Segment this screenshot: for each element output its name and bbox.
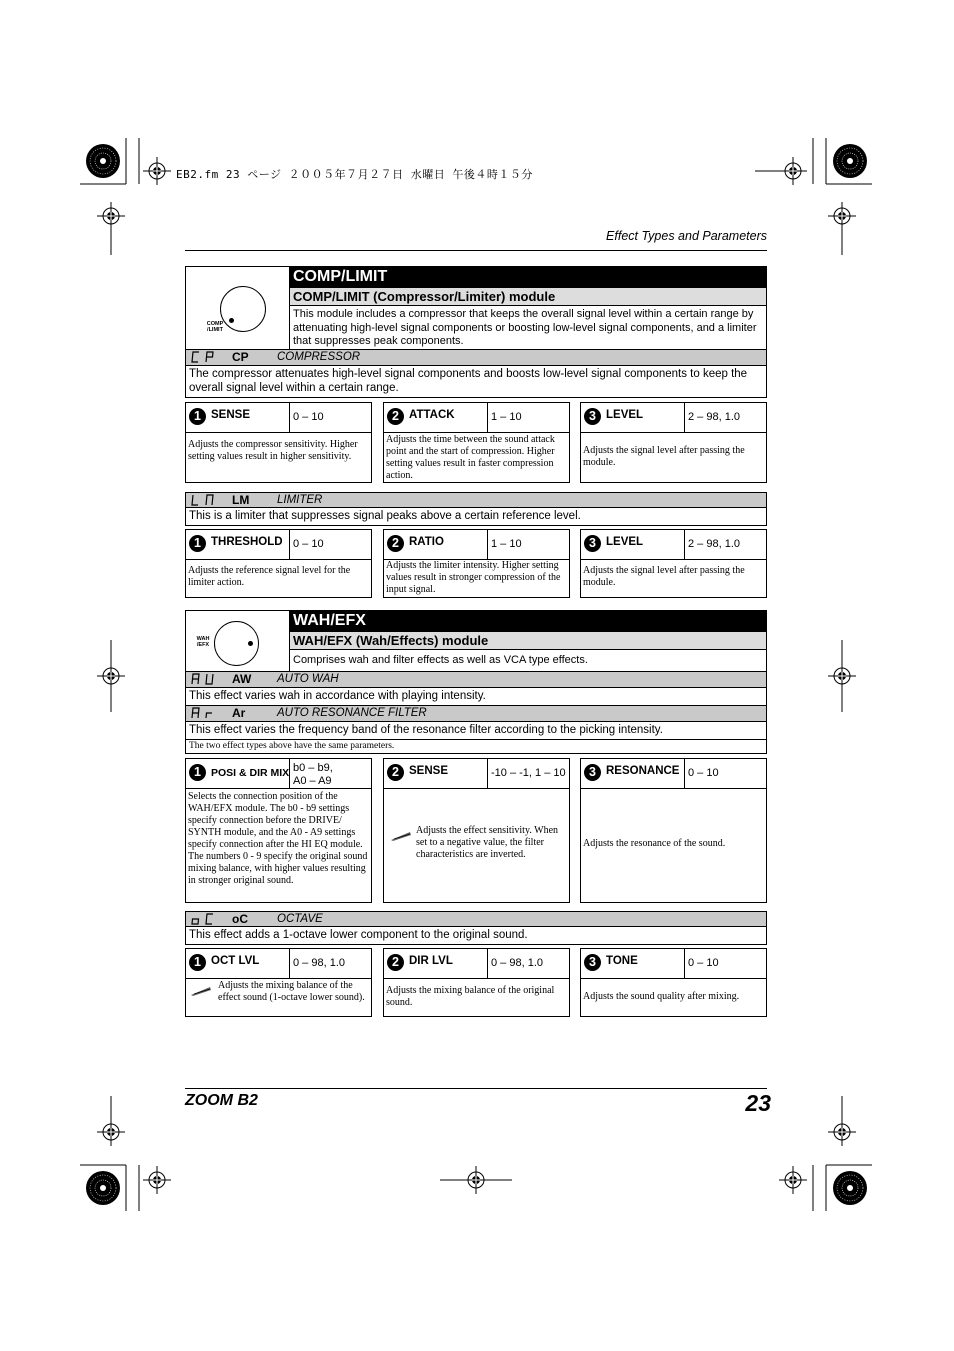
lcd-segment-icon <box>190 707 224 719</box>
effect-name: LIMITER <box>277 494 323 506</box>
param-name: OCT LVL <box>211 955 260 967</box>
module-subtitle: COMP/LIMIT (Compressor/Limiter) module <box>290 287 766 306</box>
param-name: LEVEL <box>606 409 644 421</box>
param-number: 2 <box>387 954 404 971</box>
knob-cell <box>186 267 290 351</box>
knob-label: COMP /LIMIT <box>206 321 224 333</box>
param-description: Adjusts the mixing balance of the original sound. <box>386 985 555 1008</box>
param-name: POSI & DIR MIX <box>211 767 290 779</box>
header-rule <box>185 250 767 251</box>
param-range: 0 – 10 <box>293 538 324 550</box>
comp-limit-section <box>185 266 767 599</box>
module-description: Comprises wah and filter effects as well as VCA type effects. <box>293 654 588 666</box>
effect-code: LM <box>232 493 250 507</box>
effect-code: Ar <box>232 706 246 720</box>
module-description: This module includes a compressor that keeps the overall signal level within a certain range by attenuating high-level signal components or boosting low-level signal components, and a limiter that suppresses peak components. <box>293 308 757 347</box>
param-description: Adjusts the reference signal level for the limiter action. <box>188 565 351 588</box>
param-description: Adjusts the compressor sensitivity. Higher setting values result in higher sensitivity. <box>188 439 358 462</box>
module-subtitle: WAH/EFX (Wah/Effects) module <box>290 631 766 650</box>
module-title: WAH/EFX <box>290 611 766 631</box>
param-description: Selects the connection position of the WAH/EFX module. The b0 - b9 settings specify connection before the DRIVE/ SYNTH module, and the A0 - A9 settings specify connection after the HI EQ module. The numbers 0 - 9 specify the original sound mixing balance, with higher values resulting in stronger original sound. <box>188 791 368 886</box>
effect-name: AUTO RESONANCE FILTER <box>277 707 427 719</box>
print-header: EB2.fm 23 ページ ２００５年７月２７日 水曜日 午後４時１５分 <box>176 168 533 181</box>
param-description: Adjusts the signal level after passing the module. <box>583 445 745 468</box>
effect-code: oC <box>232 912 248 926</box>
lcd-segment-icon <box>190 494 224 506</box>
param-row <box>185 402 767 484</box>
param-box <box>580 402 767 483</box>
module-header <box>185 266 767 350</box>
wah-efx-section <box>185 610 767 1018</box>
param-description: Adjusts the signal level after passing the module. <box>583 565 745 588</box>
footer-rule <box>185 1088 767 1089</box>
param-range: -10 – -1, 1 – 10 <box>491 767 566 779</box>
effect-description: This is a limiter that suppresses signal peaks above a certain reference level. <box>185 508 767 526</box>
effect-name: OCTAVE <box>277 913 323 925</box>
param-range: 0 – 10 <box>688 957 719 969</box>
param-description: Adjusts the time between the sound attack point and the start of compression. Higher setting values result in faster compression action. <box>386 434 555 481</box>
pedal-icon <box>390 829 412 841</box>
effect-description: This effect varies the frequency band of the resonance filter according to the picking intensity. <box>185 722 767 740</box>
effect-description: The compressor attenuates high-level signal components and boosts low-level signal components to keep the overall signal level within a certain range. <box>185 366 767 398</box>
pedal-icon <box>190 984 212 996</box>
shared-note: The two effect types above have the same parameters. <box>185 740 767 754</box>
param-name: RATIO <box>409 536 444 548</box>
param-number: 3 <box>584 954 601 971</box>
effect-code: CP <box>232 350 249 364</box>
module-title: COMP/LIMIT <box>290 267 766 287</box>
param-range: 1 – 10 <box>491 538 522 550</box>
param-name: TONE <box>606 955 638 967</box>
effect-bar-cp <box>185 350 767 366</box>
effect-bar-ar <box>185 706 767 722</box>
effect-description: This effect adds a 1-octave lower component to the original sound. <box>185 927 767 945</box>
param-number: 2 <box>387 764 404 781</box>
param-range: 2 – 98, 1.0 <box>688 411 740 423</box>
param-box <box>185 758 372 903</box>
param-range: 1 – 10 <box>491 411 522 423</box>
param-description: Adjusts the resonance of the sound. <box>583 838 726 849</box>
param-name: LEVEL <box>606 536 644 548</box>
effect-name: AUTO WAH <box>277 673 339 685</box>
param-range: 2 – 98, 1.0 <box>688 538 740 550</box>
effect-description: This effect varies wah in accordance with playing intensity. <box>185 688 767 706</box>
param-range: 0 – 98, 1.0 <box>293 957 345 969</box>
param-row <box>185 758 767 904</box>
param-range: 0 – 10 <box>293 411 324 423</box>
param-description: Adjusts the limiter intensity. Higher setting values result in stronger compression of the input signal. <box>386 560 561 595</box>
param-number: 3 <box>584 535 601 552</box>
param-number: 1 <box>189 408 206 425</box>
param-box <box>383 529 570 598</box>
param-box <box>383 758 570 903</box>
param-box <box>580 529 767 598</box>
param-description: Adjusts the sound quality after mixing. <box>583 991 740 1002</box>
knob-cell <box>186 611 290 673</box>
param-box <box>185 402 372 483</box>
param-range: 0 – 98, 1.0 <box>491 957 543 969</box>
param-name: THRESHOLD <box>211 536 283 548</box>
effect-bar-oc <box>185 911 767 927</box>
footer-brand: ZOOM B2 <box>185 1092 258 1109</box>
lcd-segment-icon <box>190 913 224 925</box>
effect-bar-aw <box>185 672 767 688</box>
param-name: DIR LVL <box>409 955 453 967</box>
param-number: 1 <box>189 535 206 552</box>
lcd-segment-icon <box>190 673 224 685</box>
effect-code: AW <box>232 672 252 686</box>
param-description: Adjusts the mixing balance of the effect sound (1-octave lower sound). <box>218 980 365 1003</box>
param-box <box>383 402 570 483</box>
param-range: b0 – b9, A0 – A9 <box>293 762 333 787</box>
running-head: Effect Types and Parameters <box>606 229 767 243</box>
param-description: Adjusts the effect sensitivity. When set to a negative value, the filter characteristics are inverted. <box>416 825 559 860</box>
param-box <box>580 758 767 903</box>
param-name: ATTACK <box>409 409 455 421</box>
param-number: 2 <box>387 535 404 552</box>
knob-label: WAH /EFX <box>196 636 210 648</box>
param-number: 1 <box>189 764 206 781</box>
knob-icon <box>214 621 259 666</box>
param-row <box>185 529 767 599</box>
param-number: 2 <box>387 408 404 425</box>
param-number: 3 <box>584 408 601 425</box>
param-box <box>383 948 570 1017</box>
effect-bar-lm <box>185 492 767 508</box>
param-range: 0 – 10 <box>688 767 719 779</box>
param-row <box>185 948 767 1018</box>
page-number: 23 <box>745 1090 771 1116</box>
param-number: 1 <box>189 954 206 971</box>
effect-name: COMPRESSOR <box>277 351 361 363</box>
module-header <box>185 610 767 672</box>
lcd-segment-icon <box>190 351 224 363</box>
param-box <box>185 948 372 1017</box>
param-name: RESONANCE <box>606 765 680 777</box>
param-name: SENSE <box>409 765 448 777</box>
param-number: 3 <box>584 764 601 781</box>
param-name: SENSE <box>211 409 250 421</box>
param-box <box>580 948 767 1017</box>
param-box <box>185 529 372 598</box>
